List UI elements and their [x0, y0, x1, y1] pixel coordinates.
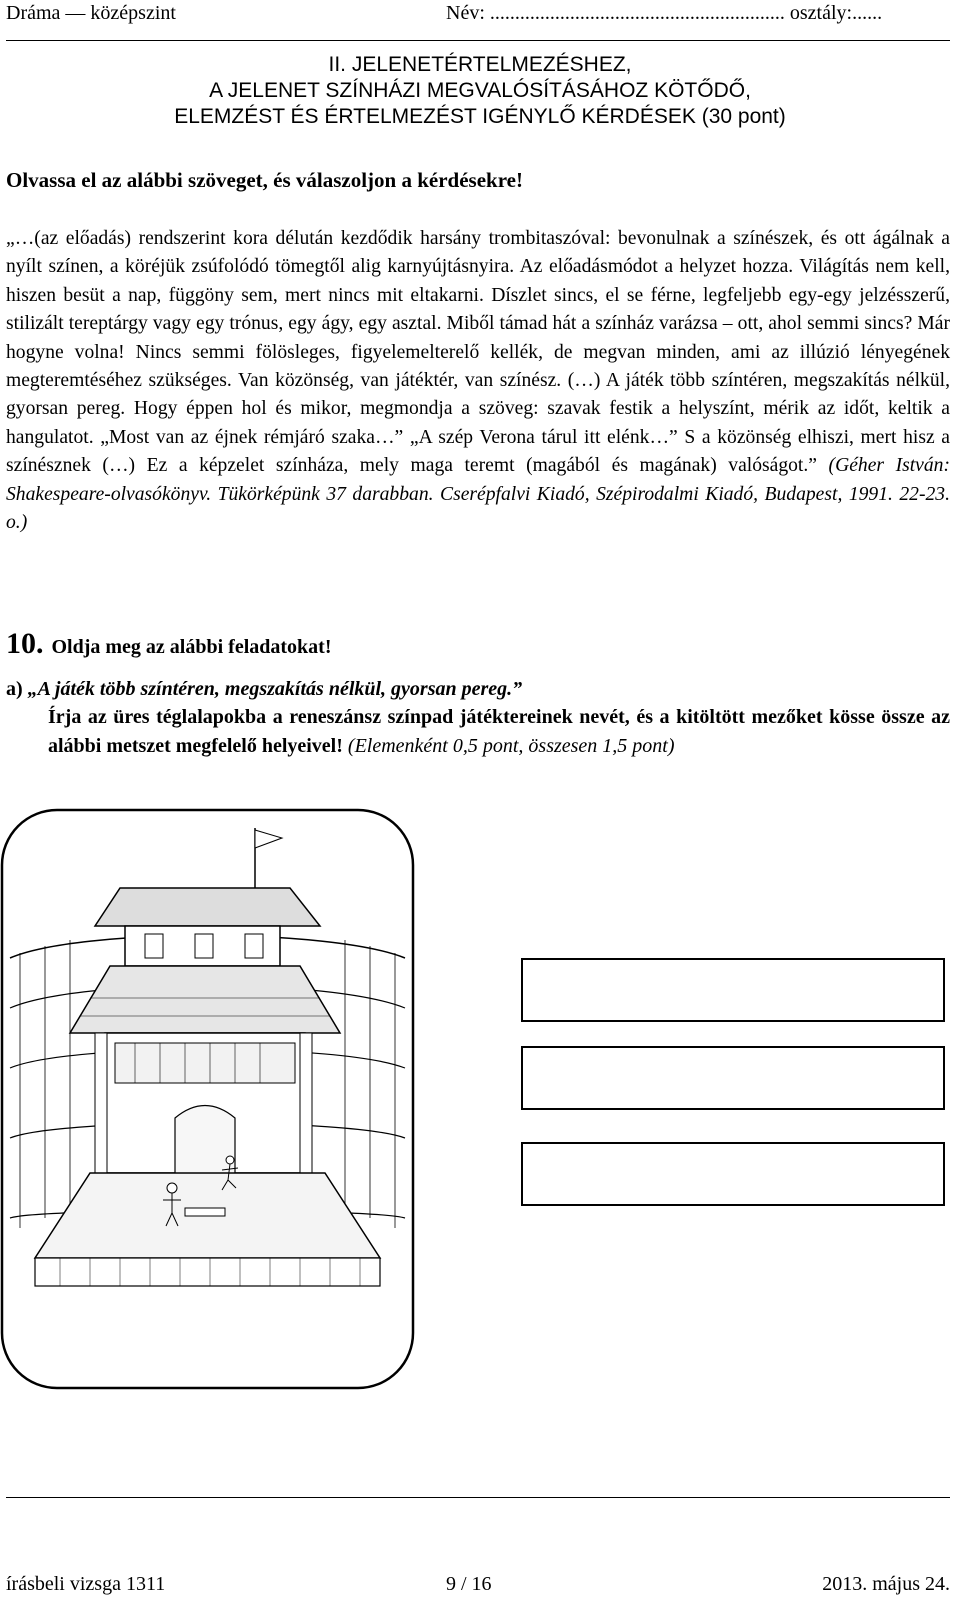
header-subject: Dráma — középszint — [6, 2, 176, 24]
page-footer — [6, 1497, 950, 1598]
page-header — [6, 0, 950, 41]
answer-box-1[interactable] — [521, 958, 945, 1022]
subtask-a-points: (Elemenként 0,5 pont, összesen 1,5 pont) — [347, 735, 675, 757]
footer-date: 2013. május 24. — [822, 1573, 950, 1595]
section-title-line1: II. JELENETÉRTELMEZÉSHEZ, — [328, 53, 632, 76]
section-title-line2: A JELENET SZÍNHÁZI MEGVALÓSÍTÁSÁHOZ KÖTŐDŐ, — [209, 79, 751, 102]
answer-box-3[interactable] — [521, 1142, 945, 1206]
quote-text: „…(az előadás) rendszerint kora délután kezdődik harsány trombitaszóval: bevonulnak a színészek, és ott ágálnak a nyílt színen, a köréjük zsúfolódó tömegtől alig karnyújtásnyira. Az előadásmódot a helyzet hozza. Világítás nem kell, hiszen besüt a nap, függöny sem, mert nincs mit eltakarni. Díszlet sincs, el se férne, legfeljebb egy-egy jelzésszerű, stilizált tereptárgy vagy egy trónus, egy ágy, egy asztal. Miből támad hát a színház varázsa – ott, ahol semmi sincs? Már hogyne volna! Nincs semmi fölösleges, figyelemelterelő kellék, de megvan minden, ami az illúzió lényegének megteremtéséhez szükséges. Van közönség, van játéktér, van színész. (…) A játék több színtéren, megszakítás nélkül, gyorsan pereg. Hogy éppen hol és mikor, megmondja a szöveg: szavak festik a helyszínt, mérik az időt, keltik a hangulatot. „Most van az éjnek rémjáró szaka…” „A szép Verona tárul itt elénk…” S a közönség elhiszi, mert hisz a színésznek (…) Ez a képzelet színháza, mely maga teremt (magából és magának) valóságot.” — [6, 228, 950, 477]
task-heading — [6, 627, 332, 661]
task-title: Oldja meg az alábbi feladatokat! — [51, 636, 332, 658]
subtask-a-label: a) — [6, 678, 23, 700]
subtask-a-heading — [6, 678, 522, 701]
answer-box-2[interactable] — [521, 1046, 945, 1110]
footer-exam-id: írásbeli vizsga 1311 — [6, 1573, 166, 1595]
task-number: 10. — [6, 627, 44, 660]
reading-instruction: Olvassa el az alábbi szöveget, és válaszoljon a kérdésekre! — [6, 168, 523, 192]
subtask-a-instruction — [48, 703, 950, 761]
footer-page-number: 9 / 16 — [446, 1573, 492, 1595]
header-name-class: Név: ........................................................... osztály:...... — [446, 2, 883, 24]
subtask-a-quote: „A játék több színtéren, megszakítás nélkül, gyorsan pereg.” — [27, 678, 523, 700]
quoted-passage — [6, 225, 950, 537]
section-title — [0, 52, 960, 130]
subtask-a-instruction-text: Írja az üres téglalapokba a reneszánsz színpad játéktereinek nevét, és a kitöltött mezőket kösse össze az alábbi metszet megfelelő helyeivel! — [48, 706, 950, 757]
globe-theatre-engraving — [0, 808, 415, 1390]
section-title-line3: ELEMZÉST ÉS ÉRTELMEZÉST IGÉNYLŐ KÉRDÉSEK (30 pont) — [174, 105, 786, 128]
quote-source: (Géher István: Shakespeare-olvasókönyv. Tükörképünk 37 darabban. Cserépfalvi Kiadó, Szépirodalmi Kiadó, Budapest, 1991. 22-23. o.) — [6, 455, 950, 534]
